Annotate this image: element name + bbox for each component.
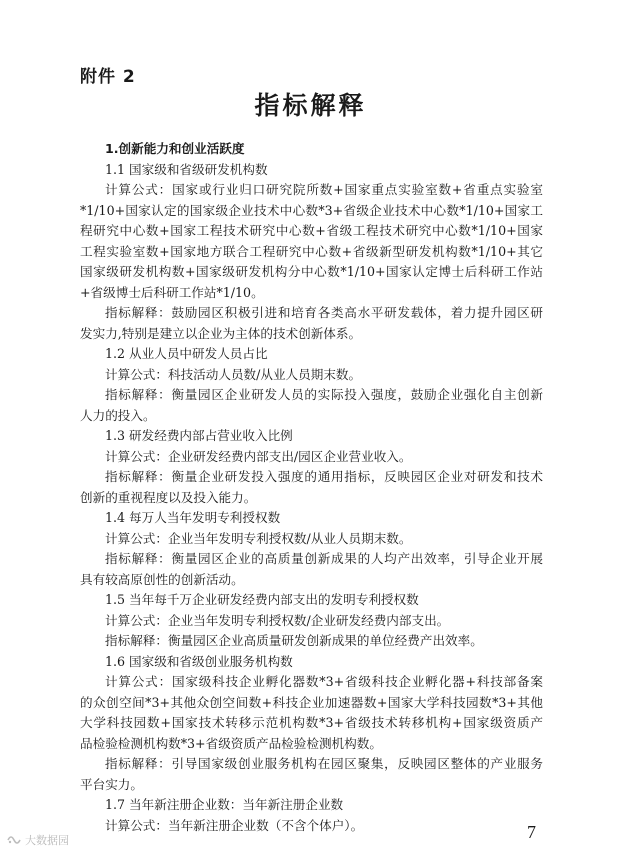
text-line: 人力的投入。	[80, 407, 156, 423]
text-line: 大学科技园数+国家技术转移示范机构数*3+省级技术转移机构+国家级资质产	[80, 715, 543, 730]
text-line: 工程实验室数+国家地方联合工程研究中心数+省级新型研发机构数*1/10+其它	[80, 243, 543, 259]
text-line: 指标解释：衡量园区企业研发人员的实际投入强度，鼓励企业强化自主创新	[105, 387, 543, 402]
text-line: 品检验检测机构数*3+省级资质产品检验检测机构数。	[80, 735, 382, 751]
text-line: 计算公式：国家级科技企业孵化器数*3+省级科技企业孵化器+科技部备案	[105, 674, 543, 689]
watermark	[6, 832, 69, 848]
text-line: 计算公式：企业当年发明专利授权数/企业研发经费内部支出。	[105, 612, 450, 628]
text-line: 发实力,特别是建立以企业为主体的技术创新体系。	[80, 325, 362, 341]
text-line: 具有较高原创性的创新活动。	[80, 571, 244, 587]
text-line: +省级博士后科研工作站*1/10。	[80, 284, 264, 300]
text-line: 1.创新能力和创业活跃度	[105, 141, 245, 156]
page-title: 指标解释	[254, 91, 367, 120]
text-line: *1/10+国家认定的国家级企业技术中心数*3+省级企业技术中心数*1/10+国家工	[80, 202, 543, 218]
text-line: 的众创空间*3+其他众创空间数+科技企业加速器数+国家大学科技园数*3+其他	[80, 694, 543, 710]
watermark-logo-icon	[6, 834, 22, 846]
text-line: 1.4 每万人当年发明专利授权数	[105, 510, 281, 525]
text-line: 1.5 当年每千万企业研发经费内部支出的发明专利授权数	[105, 592, 419, 607]
text-line: 国家级研发机构数+国家级研发机构分中心数*1/10+国家认定博士后科研工作站	[80, 264, 543, 279]
text-line: 计算公式：当年新注册企业数（不含个体户）。	[105, 817, 364, 833]
text-line: 指标解释：衡量企业研发投入强度的通用指标，反映园区企业对研发和技术	[105, 469, 543, 484]
text-line: 1.1 国家级和省级研发机构数	[105, 161, 268, 177]
text-line: 指标解释：衡量园区企业高质量研发创新成果的单位经费产出效率。	[105, 633, 483, 648]
text-line: 程研究中心数+国家工程技术研究中心数+省级工程技术研究中心数*1/10+国家	[80, 223, 543, 238]
watermark-text: 大数据园	[25, 834, 69, 847]
text-line: 平台实力。	[80, 776, 143, 792]
text-line: 1.6 国家级和省级创业服务机构数	[105, 653, 293, 669]
attachment-label: 附件 2	[80, 67, 136, 87]
text-line: 计算公式：企业研发经费内部支出/园区企业营业收入。	[105, 448, 412, 464]
text-line: 计算公式：企业当年发明专利授权数/从业人员期末数。	[105, 530, 412, 546]
text-line: 计算公式：科技活动人员数/从业人员期末数。	[105, 366, 362, 382]
text-line: 1.2 从业人员中研发人员占比	[105, 346, 268, 361]
text-line: 1.3 研发经费内部占营业收入比例	[105, 428, 293, 443]
text-line: 计算公式：国家或行业归口研究院所数+国家重点实验室数+省重点实验室	[105, 182, 543, 197]
text-line: 创新的重视程度以及投入能力。	[80, 489, 257, 505]
text-line: 指标解释：衡量园区企业的高质量创新成果的人均产出效率，引导企业开展	[105, 551, 543, 566]
text-line: 指标解释：引导国家级创业服务机构在园区聚集，反映园区整体的产业服务	[105, 756, 543, 771]
text-line: 1.7 当年新注册企业数：当年新注册企业数	[105, 797, 344, 812]
page-number: 7	[527, 822, 536, 842]
text-line: 指标解释：鼓励园区积极引进和培育各类高水平研发载体，着力提升园区研	[105, 305, 543, 320]
document-body	[80, 139, 543, 836]
